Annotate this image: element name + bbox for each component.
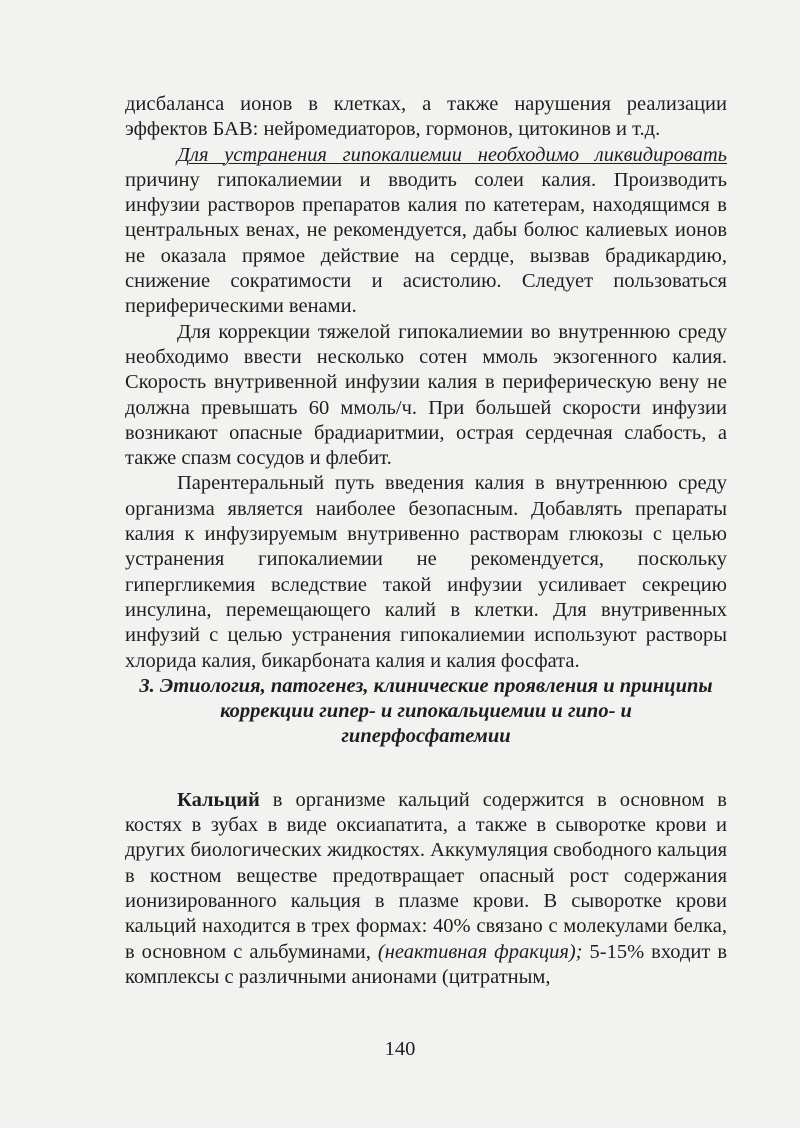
paragraph-text: в организме кальций содержится в основном в костях в зубах в виде оксиапатита, а также в сыворотке крови и других биологических жидкостях. Аккумуляция свободного кальция в костном веществе предотвращает опасный рост содержания ионизированного кальция в плазме крови. В сыворотке крови кальций находится в трех формах: 40% связано с молекулами белка, в основном с альбуминами, <box>125 788 727 963</box>
paragraph-calcium <box>125 788 727 990</box>
paragraph-text: 5-15% входит в комплексы с различными анионами (цитратным, <box>125 940 727 988</box>
section-heading: 3. Этиология, патогенез, клинические проявления и принципы коррекции гипер- и гипокальциемии и гипо- и гиперфосфатемии <box>139 674 713 748</box>
page-number: 140 <box>384 1038 416 1060</box>
page-body <box>125 92 727 990</box>
paragraph-continuation: дисбаланса ионов в клетках, а также нарушения реализации эффектов БАВ: нейромедиаторов, гормонов, цитокинов и т.д. <box>125 93 727 141</box>
paragraph-hypokalemia-treatment <box>125 143 727 320</box>
paragraph-parenteral-route: Парентеральный путь введения калия в внутреннюю среду организма является наиболее безопасным. Добавлять препараты калия к инфузируемым внутривенно растворам глюкозы с целью устранения гипокалиемии не рекомендуется, поскольку гипергликемия вследствие такой инфузии усиливает секрецию инсулина, перемещающего калий в клетки. Для внутривенных инфузий с целью устранения гипокалиемии используют растворы хлорида калия, бикарбоната калия и калия фосфата. <box>125 472 727 672</box>
paragraph-severe-hypokalemia: Для коррекции тяжелой гипокалиемии во внутреннюю среду необходимо ввести несколько сотен ммоль экзогенного калия. Скорость внутривенной инфузии калия в периферическую вену не должна превышать 60 ммоль/ч. При большей скорости инфузии возникают опасные брадиаритмии, острая сердечная слабость, а также спазм сосудов и флебит. <box>125 320 727 470</box>
underlined-italic-phrase: Для устранения гипокалиемии необходимо ликвидировать <box>177 143 727 166</box>
term-calcium: Кальций <box>177 788 260 811</box>
italic-note: (неактивная фракция); <box>377 940 583 963</box>
paragraph-text: причину гипокалиемии и вводить солеи калия. Производить инфузии растворов препаратов калия по катетерам, находящимся в центральных венах, не рекомендуется, дабы болюс калиевых ионов не оказала прямое действие на сердце, вызвав брадикардию, снижение сократимости и асистолию. Следует пользоваться периферическими венами. <box>125 168 727 318</box>
